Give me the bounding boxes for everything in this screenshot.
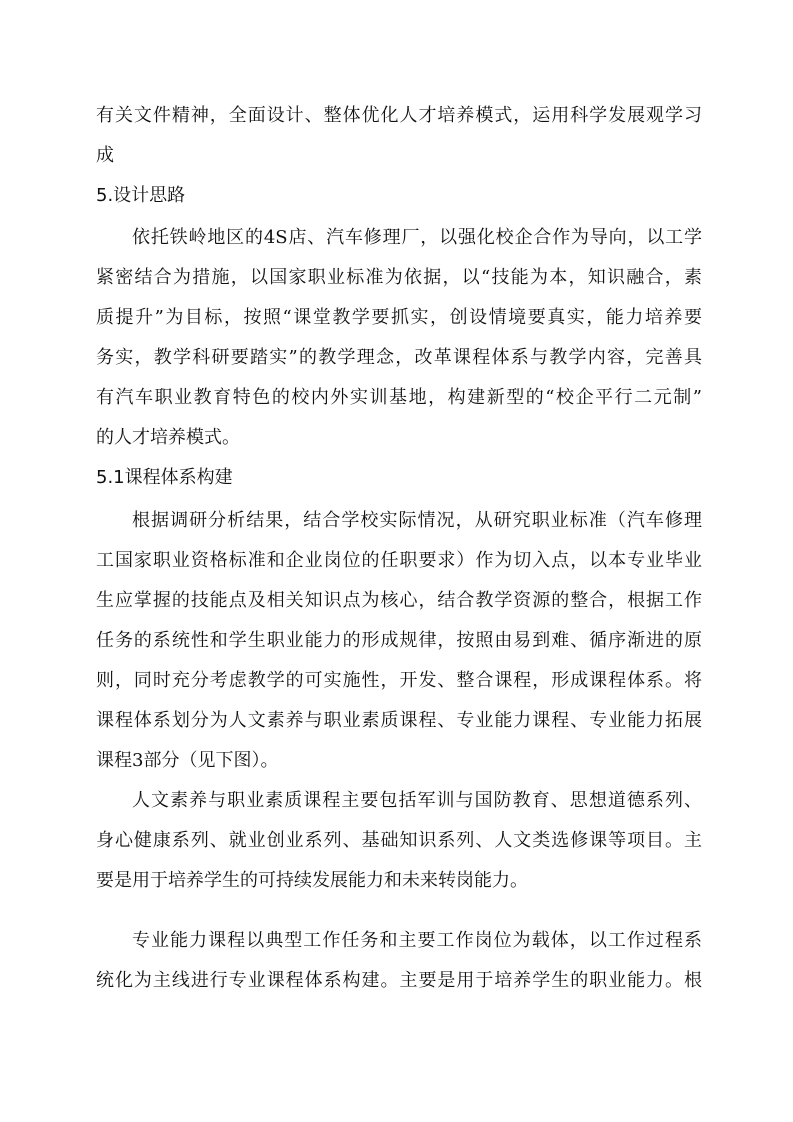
body-text-line: 质提升”为目标，按照“课堂教学要抓实，创设情境要真实，能力培养要 xyxy=(96,307,702,328)
body-text-line: 统化为主线进行专业课程体系构建。主要是用于培养学生的职业能力。根 xyxy=(96,970,702,991)
body-text-line: 生应掌握的技能点及相关知识点为核心，结合教学资源的整合，根据工作 xyxy=(96,590,702,611)
body-text-line: 专业能力课程以典型工作任务和主要工作岗位为载体，以工作过程系 xyxy=(132,930,702,951)
body-text-line: 的人才培养模式。 xyxy=(96,427,240,448)
body-text-line: 有汽车职业教育特色的校内外实训基地，构建新型的“校企平行二元制” xyxy=(96,387,702,408)
body-text-line: 依托铁岭地区的4S店、汽车修理厂，以强化校企合作为导向，以工学 xyxy=(132,227,702,248)
body-text-line: 紧密结合为措施，以国家职业标准为依据，以“技能为本，知识融合，素 xyxy=(96,267,702,288)
body-text-line: 有关文件精神，全面设计、整体优化人才培养模式，运用科学发展观学习 xyxy=(96,105,702,126)
body-text-line: 工国家职业资格标准和企业岗位的任职要求）作为切入点，以本专业毕业 xyxy=(96,550,702,571)
body-text-line: 任务的系统性和学生职业能力的形成规律，按照由易到难、循序渐进的原 xyxy=(96,630,702,651)
body-text-line: 人文素养与职业素质课程主要包括军训与国防教育、思想道德系列、 xyxy=(132,790,702,811)
body-text-line: 课程3部分（见下图）。 xyxy=(96,750,279,771)
body-text-line: 则，同时充分考虑教学的可实施性，开发、整合课程，形成课程体系。将 xyxy=(96,670,702,691)
section-heading: 5.设计思路 xyxy=(96,185,186,206)
body-text-line: 课程体系划分为人文素养与职业素质课程、专业能力课程、专业能力拓展 xyxy=(96,710,702,731)
body-text-line: 务实，教学科研要踏实”的教学理念，改革课程体系与教学内容，完善具 xyxy=(96,347,702,368)
body-text-line: 要是用于培养学生的可持续发展能力和未来转岗能力。 xyxy=(96,870,528,891)
body-text-line: 身心健康系列、就业创业系列、基础知识系列、人文类选修课等项目。主 xyxy=(96,830,702,851)
subsection-heading: 5.1课程体系构建 xyxy=(96,467,233,488)
body-text-line: 成 xyxy=(96,145,114,166)
body-text-line: 根据调研分析结果，结合学校实际情况，从研究职业标准（汽车修理 xyxy=(132,510,702,531)
